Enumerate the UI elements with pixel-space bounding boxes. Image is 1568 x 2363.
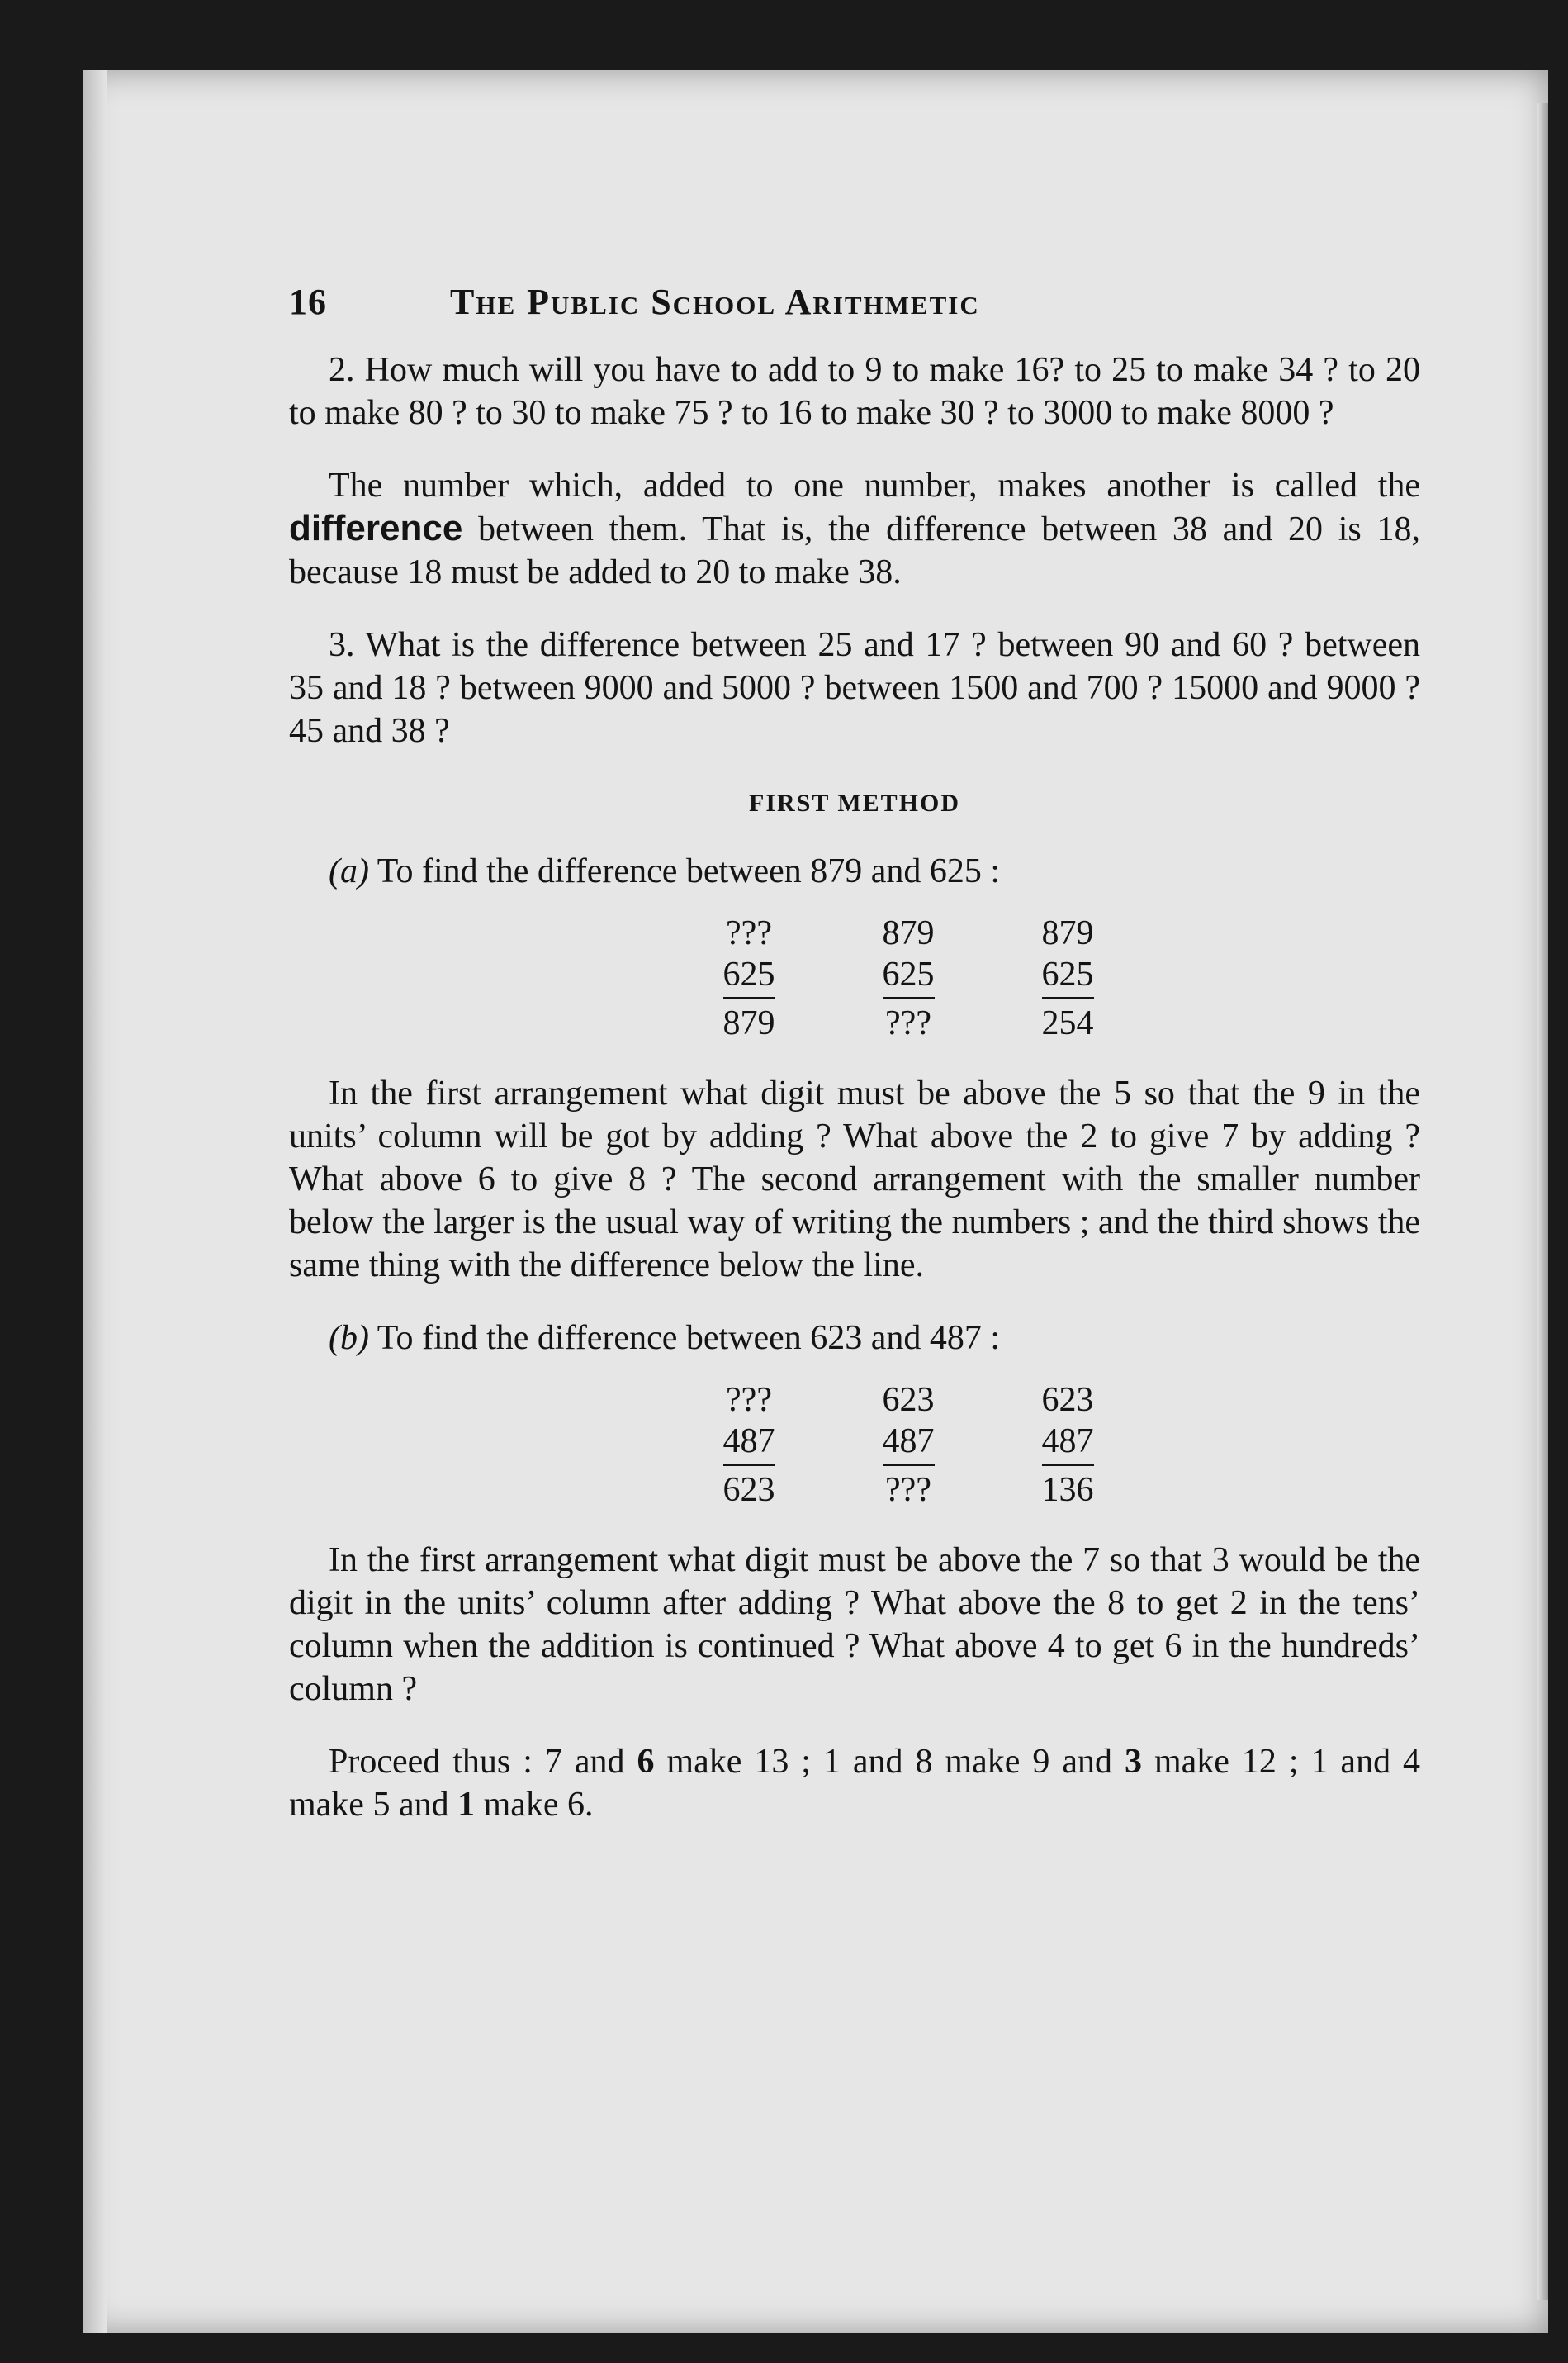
- arrangement: [883, 913, 935, 1044]
- arrangement-middle: 625: [1042, 954, 1094, 999]
- arrangement-top: ???: [726, 914, 772, 952]
- arrangement-middle: 625: [883, 954, 935, 999]
- book-title: The Public School Arithmetic: [450, 282, 980, 322]
- arrangement-middle: 487: [883, 1421, 935, 1466]
- arrangement: [723, 913, 775, 1044]
- arrangement-middle: 625: [723, 954, 775, 999]
- case-a-heading: [289, 850, 1420, 893]
- page-number: 16: [289, 282, 327, 322]
- arrangement: [1042, 1379, 1094, 1511]
- case-b-heading: [289, 1317, 1420, 1359]
- case-b-label: (b): [329, 1319, 369, 1357]
- definition-text-after: between them. That is, the difference between 38 and 20 is 18, because 18 must be added to 20 to make 38.: [289, 510, 1421, 591]
- arrangement: [1042, 913, 1094, 1044]
- case-a-text: To find the difference between 879 and 625 :: [377, 852, 1001, 890]
- page-edge-shadow: [1537, 103, 1548, 2300]
- arrangement-bottom: ???: [885, 1471, 931, 1509]
- book-page: [83, 70, 1548, 2333]
- exercise-2: 2. How much will you have to add to 9 to make 16? to 25 to make 34 ? to 20 to make 80 ? to 30 to make 75 ? to 16 to make 30 ? to 3000 to make 8000 ?: [289, 351, 1420, 432]
- arrangement: [883, 1379, 935, 1511]
- arrangement-bottom: ???: [885, 1004, 931, 1042]
- proceed-bold-digit: 3: [1124, 1743, 1142, 1781]
- arrangement-bottom: 623: [722, 1471, 775, 1509]
- definition-text-before: The number which, added to one number, makes another is called the: [329, 467, 1420, 505]
- running-head: [289, 281, 1420, 324]
- arrangement-middle: 487: [1042, 1421, 1094, 1466]
- arrangement-bottom: 879: [722, 1004, 775, 1042]
- arrangement: [723, 1379, 775, 1511]
- case-a-explanation: In the first arrangement what digit must be above the 5 so that the 9 in the units’ column will be got by adding ? What above the 2 to give 7 by adding ? What above 6 to give 8 ? The second arrangement with the smaller number below the larger is the usual way of writing the numbers ; and the third shows the same thing with the difference below the line.: [289, 1075, 1420, 1284]
- arrangement-top: 879: [1041, 914, 1094, 952]
- proceed-bold-digit: 1: [457, 1786, 476, 1824]
- proceed-bold-digit: 6: [637, 1743, 655, 1781]
- case-a-arrangements: [396, 913, 1420, 1044]
- section-heading: FIRST METHOD: [749, 790, 960, 817]
- proceed-paragraph: [289, 1740, 1420, 1826]
- proceed-text-2: make 13 ; 1 and 8 make 9 and: [666, 1743, 1112, 1781]
- arrangement-top: 879: [882, 914, 935, 952]
- arrangement-bottom: 136: [1041, 1471, 1094, 1509]
- case-b-text: To find the difference between 623 and 487 :: [377, 1319, 1001, 1357]
- definition-paragraph: [289, 464, 1420, 594]
- page-spine-shadow: [83, 70, 107, 2333]
- case-b-explanation: In the first arrangement what digit must be above the 7 so that 3 would be the digit in the units’ column after adding ? What above the 8 to get 2 in the tens’ column when the addition is continued ? What above 4 to get 6 in the hundreds’ column ?: [289, 1541, 1420, 1708]
- arrangement-middle: 487: [723, 1421, 775, 1466]
- arrangement-top: 623: [882, 1381, 935, 1419]
- case-a-label: (a): [329, 852, 369, 890]
- arrangement-top: ???: [726, 1381, 772, 1419]
- exercise-3: 3. What is the difference between 25 and 17 ? between 90 and 60 ? between 35 and 18 ? between 9000 and 5000 ? between 1500 and 700 ? 15000 and 9000 ? 45 and 38 ?: [289, 626, 1420, 750]
- key-term-difference: difference: [289, 508, 463, 548]
- page-content: [289, 281, 1420, 1856]
- proceed-text-3: make 12 ; 1 and 4 make 5 and: [289, 1743, 1421, 1824]
- proceed-text-1: Proceed thus : 7 and: [329, 1743, 625, 1781]
- arrangement-bottom: 254: [1041, 1004, 1094, 1042]
- case-b-arrangements: [396, 1379, 1420, 1511]
- arrangement-top: 623: [1041, 1381, 1094, 1419]
- proceed-text-4: make 6.: [483, 1786, 594, 1824]
